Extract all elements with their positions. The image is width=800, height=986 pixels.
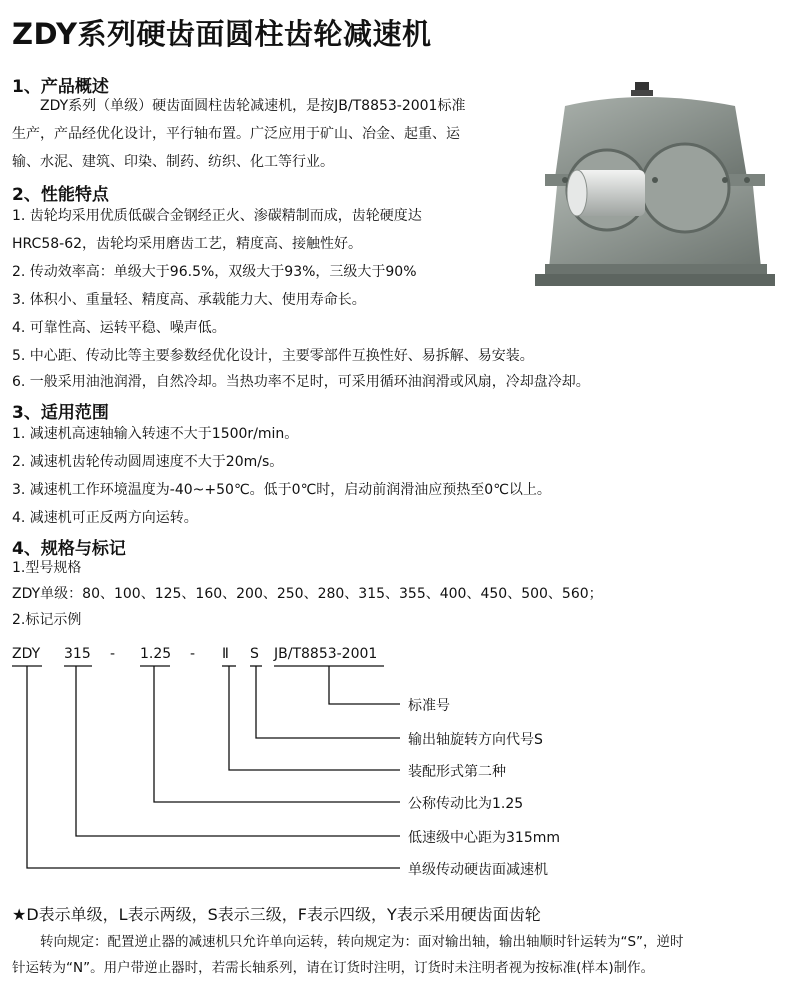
annotation-standard: 标准号 — [408, 698, 450, 714]
overview-line: ZDY系列（单级）硬齿面圆柱齿轮减速机，是按JB/T8853-2001标准 — [40, 98, 466, 114]
section-heading-overview: 1、产品概述 — [12, 77, 109, 97]
code-assembly: Ⅱ — [222, 646, 229, 662]
spec-line: 1.型号规格 — [12, 560, 82, 576]
scope-line: 1. 减速机高速轴输入转速不大于1500r/min。 — [12, 426, 299, 442]
section-heading-scope: 3、适用范围 — [12, 403, 109, 423]
code-rotation: S — [250, 646, 259, 662]
code-ratio: 1.25 — [140, 646, 172, 662]
scope-line: 2. 减速机齿轮传动圆周速度不大于20m/s。 — [12, 454, 284, 470]
legend-note: ★D表示单级，L表示两级，S表示三级，F表示四级，Y表示采用硬齿面齿轮 — [12, 905, 541, 924]
code-model: ZDY — [12, 646, 41, 662]
feature-line: 1. 齿轮均采用优质低碳合金钢经正火、渗碳精制而成，齿轮硬度达 — [12, 208, 422, 224]
rotation-note-line: 针运转为“N”。用户带逆止器时，若需长轴系列，请在订货时注明，订货时未注明者视为按标准(样本)制作。 — [12, 960, 655, 976]
code-dash: - — [110, 646, 116, 662]
overview-line: 生产，产品经优化设计，平行轴布置。广泛应用于矿山、冶金、起重、运 — [12, 126, 460, 142]
annotation-model: 单级传动硬齿面减速机 — [408, 862, 548, 878]
scope-line: 4. 减速机可正反两方向运转。 — [12, 510, 198, 526]
gear-reducer-photo — [535, 78, 775, 293]
feature-line: 2. 传动效率高：单级大于96.5%，双级大于93%，三级大于90% — [12, 264, 417, 280]
feature-line: 3. 体积小、重量轻、精度高、承载能力大、使用寿命长。 — [12, 292, 366, 308]
scope-line: 3. 减速机工作环境温度为-40~+50℃。低于0℃时，启动前润滑油应预热至0℃以上。 — [12, 482, 551, 498]
feature-line: 4. 可靠性高、运转平稳、噪声低。 — [12, 320, 226, 336]
feature-line: HRC58-62，齿轮均采用磨齿工艺，精度高、接触性好。 — [12, 236, 363, 252]
annotation-ratio: 公称传动比为1.25 — [408, 796, 524, 812]
spec-line: ZDY单级：80、100、125、160、200、250、280、315、355、400、450、500、560； — [12, 586, 603, 602]
section-heading-spec: 4、规格与标记 — [12, 539, 126, 559]
annotation-distance: 低速级中心距为315mm — [408, 830, 560, 846]
code-standard: JB/T8853-2001 — [274, 646, 378, 662]
overview-line: 输、水泥、建筑、印染、制药、纺织、化工等行业。 — [12, 154, 334, 170]
page-title: ZDY系列硬齿面圆柱齿轮减速机 — [12, 17, 432, 51]
feature-line: 5. 中心距、传动比等主要参数经优化设计，主要零部件互换性好、易拆解、易安装。 — [12, 348, 534, 364]
code-distance: 315 — [64, 646, 91, 662]
code-dash: - — [190, 646, 196, 662]
annotation-rotation: 输出轴旋转方向代号S — [408, 732, 543, 748]
feature-line: 6. 一般采用油池润滑，自然冷却。当热功率不足时，可采用循环油润滑或风扇，冷却盘冷却。 — [12, 374, 590, 390]
rotation-note-line: 转向规定：配置逆止器的减速机只允许单向运转，转向规定为：面对输出轴，输出轴顺时针运转为“S”，逆时 — [40, 934, 684, 950]
annotation-assembly: 装配形式第二种 — [408, 764, 506, 780]
spec-line: 2.标记示例 — [12, 612, 82, 628]
section-heading-features: 2、性能特点 — [12, 185, 109, 205]
